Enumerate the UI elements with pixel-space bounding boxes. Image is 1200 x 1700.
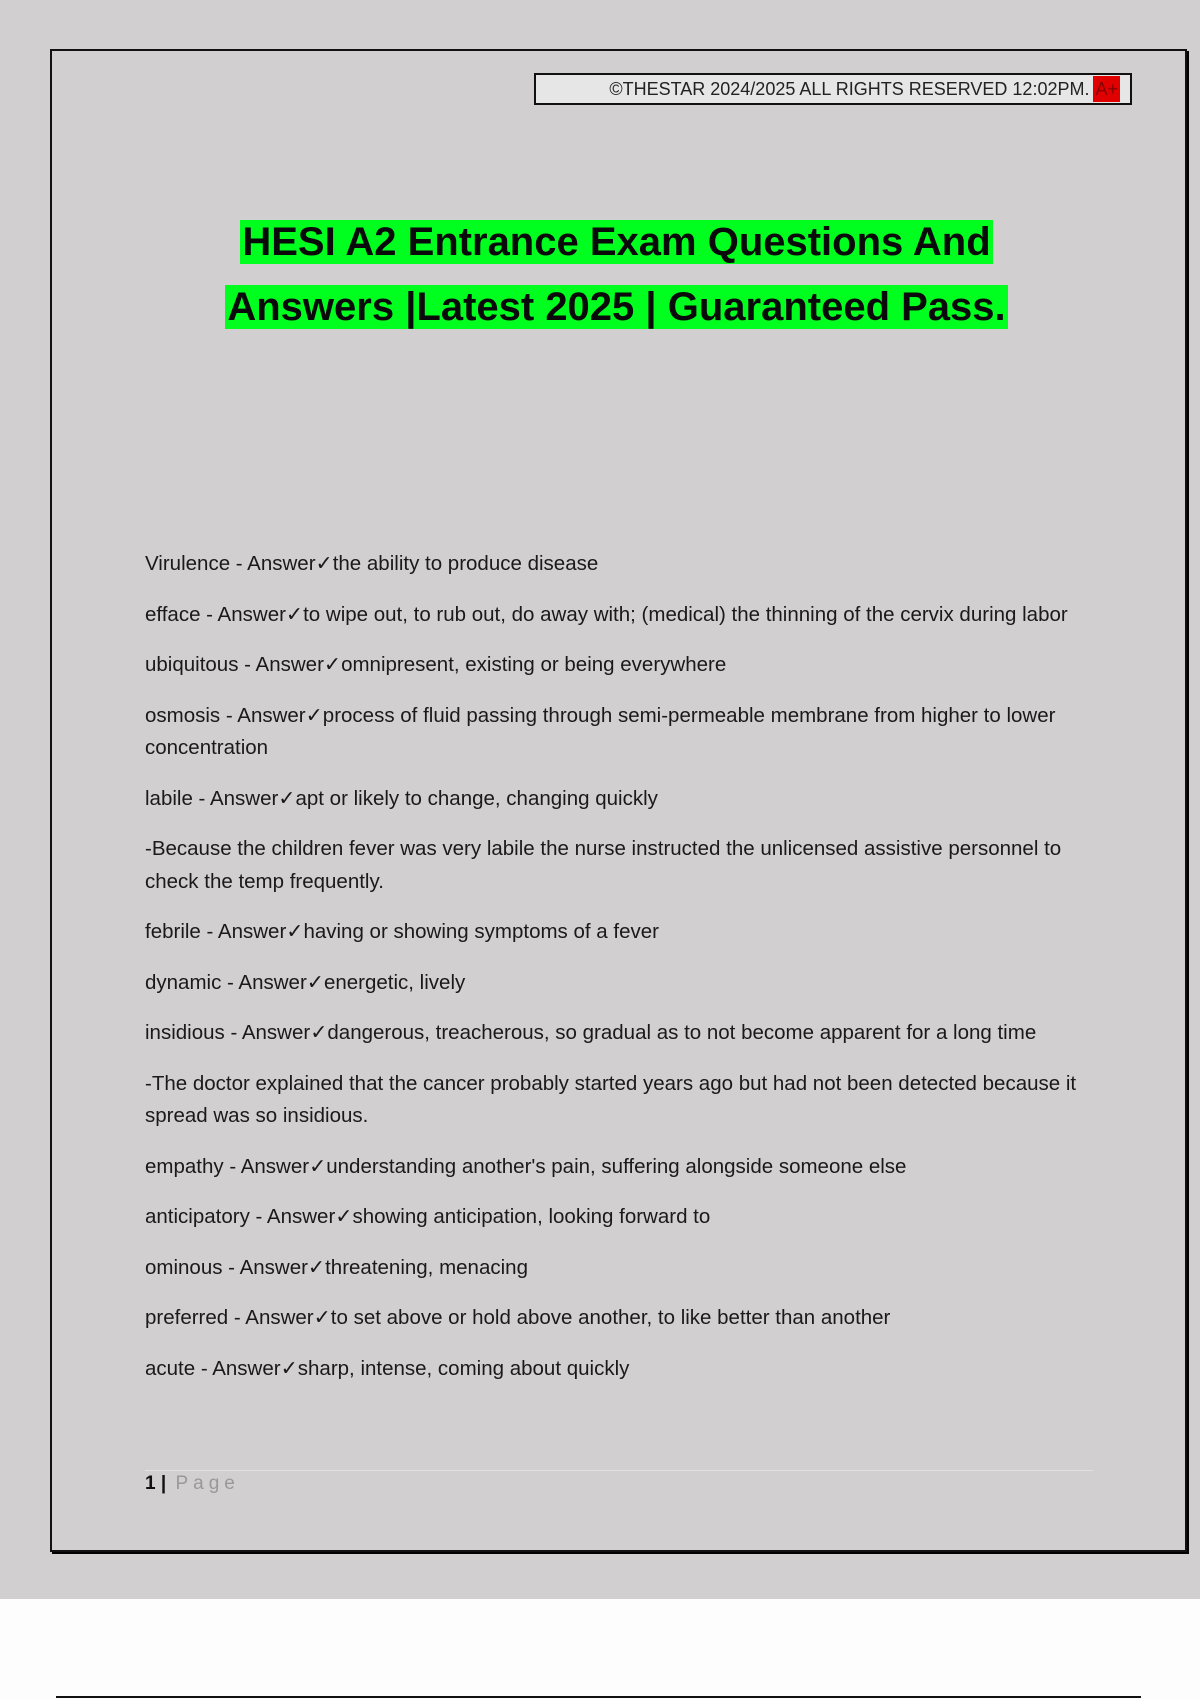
next-page-border	[56, 1696, 1141, 1698]
page-label: Page	[175, 1473, 240, 1494]
qa-entry: dynamic - Answer✓energetic, lively	[145, 970, 466, 994]
grade-badge: A+	[1093, 76, 1120, 102]
qa-entry: efface - Answer✓to wipe out, to rub out, do away with; (medical) the thinning of the cervix during labor	[145, 602, 1068, 626]
copyright-banner	[534, 73, 1132, 105]
title-line-2: Answers |Latest 2025 | Guaranteed Pass.	[227, 285, 1006, 329]
qa-entry: insidious - Answer✓dangerous, treacherous, so gradual as to not become apparent for a long time	[145, 1021, 1037, 1044]
qa-entry: empathy - Answer✓understanding another's pain, suffering alongside someone else	[145, 1154, 907, 1178]
qa-entry: labile - Answer✓apt or likely to change, changing quickly	[145, 786, 658, 810]
footer-separator: |	[160, 1473, 167, 1494]
qa-entry: febrile - Answer✓having or showing symptoms of a fever	[145, 920, 659, 943]
qa-entry: anticipatory - Answer✓showing anticipation, looking forward to	[145, 1205, 711, 1228]
document-title	[100, 210, 1133, 340]
qa-entry: preferred - Answer✓to set above or hold above another, to like better than another	[145, 1306, 891, 1329]
qa-example: -The doctor explained that the cancer probably started years ago but had not been detected because it spread was so insidious.	[145, 1071, 1077, 1127]
qa-entry: ominous - Answer✓threatening, menacing	[145, 1255, 528, 1279]
title-line-1: HESI A2 Entrance Exam Questions And	[242, 220, 991, 264]
copyright-text: ©THESTAR 2024/2025 ALL RIGHTS RESERVED 12:02PM.	[609, 78, 1090, 99]
footer-divider	[145, 1470, 1093, 1471]
qa-entry: ubiquitous - Answer✓omnipresent, existing or being everywhere	[145, 653, 727, 676]
qa-entry: Virulence - Answer✓the ability to produce disease	[145, 552, 599, 575]
page-number: 1	[145, 1473, 156, 1494]
page-footer	[145, 1473, 240, 1495]
qa-list	[145, 548, 1095, 1403]
qa-example: -Because the children fever was very labile the nurse instructed the unlicensed assistive personnel to check the temp frequently.	[145, 837, 1062, 893]
qa-entry: acute - Answer✓sharp, intense, coming about quickly	[145, 1356, 630, 1380]
qa-entry: osmosis - Answer✓process of fluid passing through semi-permeable membrane from higher to lower concentration	[145, 703, 1056, 759]
